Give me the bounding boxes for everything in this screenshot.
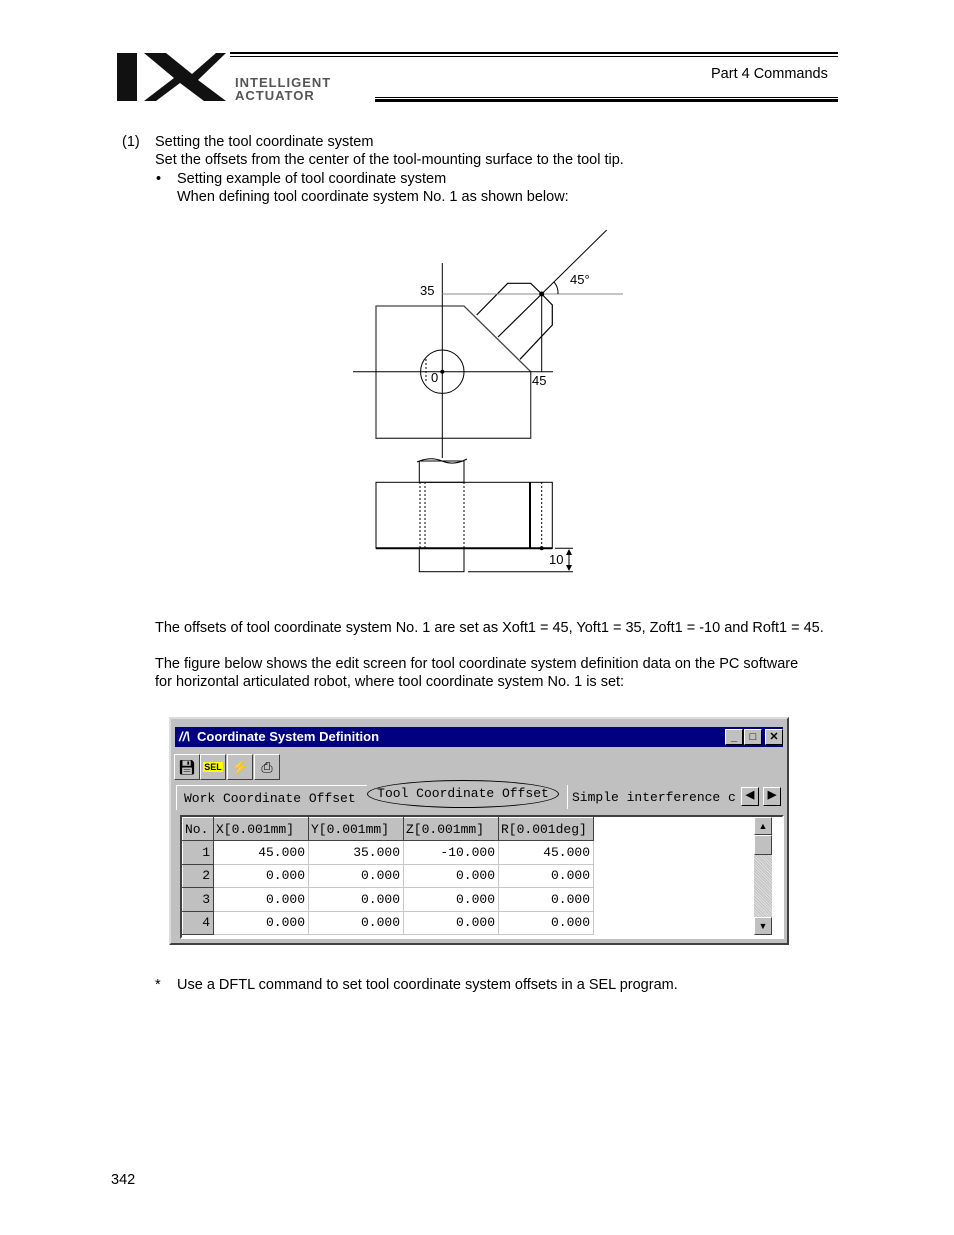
logo-text-line1: INTELLIGENT bbox=[235, 75, 332, 90]
table-row bbox=[183, 841, 594, 865]
bullet-title: Setting example of tool coordinate system bbox=[177, 171, 447, 187]
window-title: Coordinate System Definition bbox=[197, 729, 380, 744]
cell-r[interactable]: 0.000 bbox=[499, 864, 594, 888]
flash-write-icon: ⚡ bbox=[231, 759, 249, 775]
cell-z[interactable]: 0.000 bbox=[404, 864, 499, 888]
col-z: Z[0.001mm] bbox=[404, 818, 499, 841]
table-row bbox=[183, 864, 594, 888]
row-number[interactable]: 1 bbox=[183, 841, 214, 865]
label-angle: 45° bbox=[570, 272, 590, 287]
sel-transfer-icon: SEL bbox=[204, 762, 222, 772]
table-header-row bbox=[183, 818, 594, 841]
item-description: Set the offsets from the center of the tool-mounting surface to the tool tip. bbox=[155, 152, 624, 168]
ix-logo-mark bbox=[116, 52, 228, 102]
tab-scroll-right-button[interactable]: ▶ bbox=[763, 787, 781, 806]
item-title: Setting the tool coordinate system bbox=[155, 134, 374, 150]
cell-z[interactable]: 0.000 bbox=[404, 911, 499, 935]
tool-coordinate-diagram bbox=[340, 225, 640, 585]
vertical-scrollbar[interactable] bbox=[754, 817, 772, 935]
title-bar[interactable] bbox=[175, 727, 783, 747]
note-text: Use a DFTL command to set tool coordinate system offsets in a SEL program. bbox=[177, 977, 678, 993]
cell-x[interactable]: 0.000 bbox=[214, 864, 309, 888]
header-rule-bottom-thin bbox=[375, 97, 838, 98]
coordinate-system-window bbox=[169, 717, 789, 945]
label-y-offset: 35 bbox=[420, 283, 435, 298]
item-number: (1) bbox=[122, 134, 140, 150]
cell-y[interactable]: 0.000 bbox=[309, 864, 404, 888]
cell-y[interactable]: 0.000 bbox=[309, 911, 404, 935]
scroll-up-button[interactable]: ▲ bbox=[754, 817, 772, 835]
note-marker: * bbox=[155, 977, 161, 993]
bullet: • bbox=[156, 171, 162, 187]
print-button[interactable] bbox=[254, 754, 280, 780]
header-rule-bottom bbox=[375, 99, 838, 102]
table-row bbox=[183, 888, 594, 912]
col-r: R[0.001deg] bbox=[499, 818, 594, 841]
row-number[interactable]: 4 bbox=[183, 911, 214, 935]
label-z-offset: 10 bbox=[549, 552, 564, 567]
cell-x[interactable]: 0.000 bbox=[214, 911, 309, 935]
close-button[interactable]: ✕ bbox=[765, 729, 783, 745]
label-x-offset: 45 bbox=[532, 373, 547, 388]
section-title: Part 4 Commands bbox=[711, 66, 828, 82]
cell-r[interactable]: 45.000 bbox=[499, 841, 594, 865]
maximize-button[interactable]: □ bbox=[744, 729, 762, 745]
col-x: X[0.001mm] bbox=[214, 818, 309, 841]
edit-screen-paragraph: The figure below shows the edit screen for tool coordinate system definition data on the PC software for horizontal articulated robot, where tool coordinate system No. 1 is set: bbox=[155, 656, 799, 690]
cell-y[interactable]: 35.000 bbox=[309, 841, 404, 865]
save-icon: 💾︎ bbox=[178, 759, 196, 775]
cell-r[interactable]: 0.000 bbox=[499, 888, 594, 912]
offset-table bbox=[180, 815, 784, 939]
header-rule-top-thin bbox=[230, 56, 838, 57]
offsets-paragraph: The offsets of tool coordinate system No. 1 are set as Xoft1 = 45, Yoft1 = 35, Zoft1 = -10 and Roft1 = 45. bbox=[155, 620, 824, 636]
sel-transfer-button[interactable] bbox=[200, 754, 226, 780]
flash-write-button[interactable] bbox=[227, 754, 253, 780]
print-icon: ⎙ bbox=[261, 759, 273, 775]
cell-x[interactable]: 0.000 bbox=[214, 888, 309, 912]
cell-z[interactable]: 0.000 bbox=[404, 888, 499, 912]
cell-y[interactable]: 0.000 bbox=[309, 888, 404, 912]
label-origin: 0 bbox=[431, 370, 439, 385]
col-no: No. bbox=[183, 818, 214, 841]
tab-work-coordinate-offset[interactable]: Work Coordinate Offset bbox=[176, 785, 367, 810]
app-icon: //\ bbox=[179, 729, 190, 744]
save-button[interactable] bbox=[174, 754, 200, 780]
cell-z[interactable]: -10.000 bbox=[404, 841, 499, 865]
logo-text-line2: ACTUATOR bbox=[235, 88, 315, 103]
tab-simple-interference[interactable]: Simple interference c bbox=[567, 785, 748, 809]
cell-x[interactable]: 45.000 bbox=[214, 841, 309, 865]
header-rule-top bbox=[230, 52, 838, 54]
bullet-description: When defining tool coordinate system No. 1 as shown below: bbox=[177, 189, 569, 205]
col-y: Y[0.001mm] bbox=[309, 818, 404, 841]
table-row bbox=[183, 911, 594, 935]
tab-scroll-left-button[interactable]: ◀ bbox=[741, 787, 759, 806]
page-number: 342 bbox=[111, 1172, 136, 1188]
cell-r[interactable]: 0.000 bbox=[499, 911, 594, 935]
minimize-button[interactable]: _ bbox=[725, 729, 743, 745]
row-number[interactable]: 2 bbox=[183, 864, 214, 888]
scroll-thumb[interactable] bbox=[754, 835, 772, 855]
scroll-down-button[interactable]: ▼ bbox=[754, 917, 772, 935]
row-number[interactable]: 3 bbox=[183, 888, 214, 912]
tab-tool-coordinate-offset[interactable]: Tool Coordinate Offset bbox=[367, 780, 559, 808]
